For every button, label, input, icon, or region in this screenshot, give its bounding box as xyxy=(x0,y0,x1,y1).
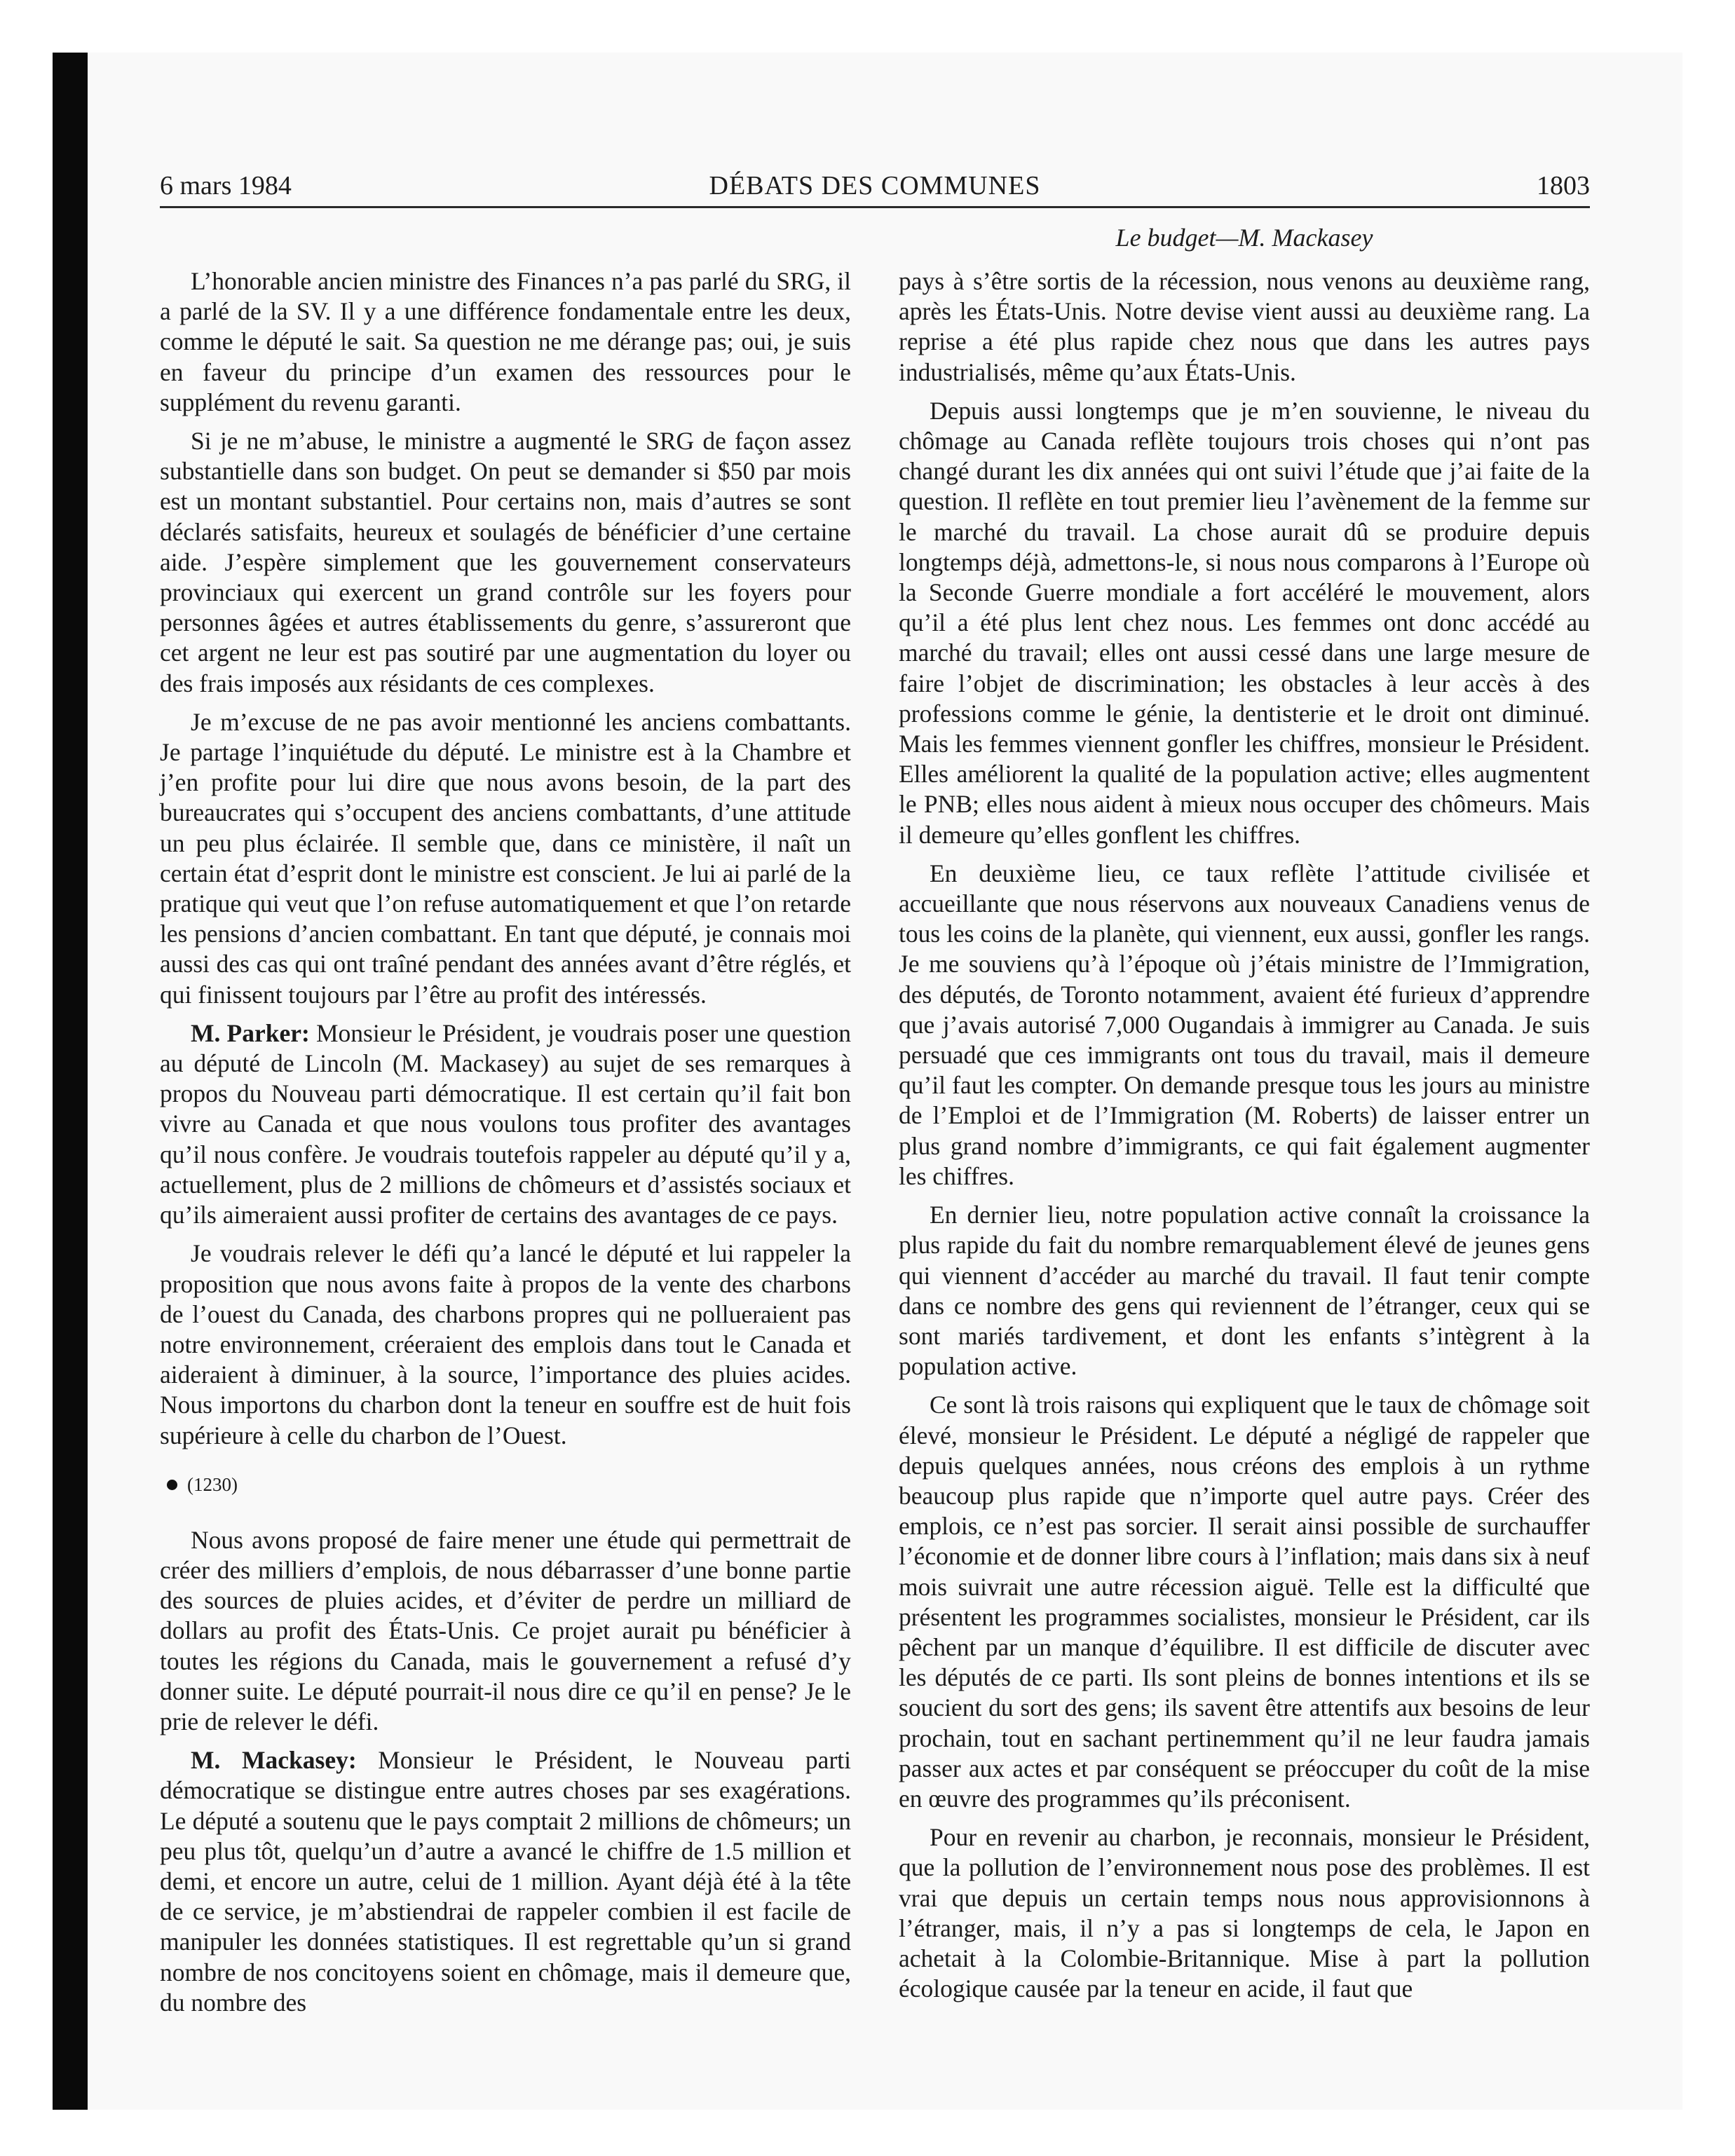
paragraph: En deuxième lieu, ce taux reflète l’attitude civilisée et accueillante que nous réservons aux nouveaux Canadiens venus de tous les coins de la planète, qui viennent, eux aussi, gonfler les rangs. Je me souviens qu’à l’époque où j’étais ministre de l’Immigration, des députés, de Toronto notamment, avaient été furieux d’apprendre que j’avais autorisé 7,000 Ougandais à immigrer au Canada. Je suis persuadé que ces immigrants ont tous du travail, mais il demeure qu’il faut les compter. On demande presque tous les jours au ministre de l’Emploi et de l’Immigration (M. Roberts) de laisser entrer un plus grand nombre d’immigrants, ce qui fait également augmenter les chiffres. xyxy=(899,859,1590,1190)
paragraph: Nous avons proposé de faire mener une étude qui permettrait de créer des milliers d’emplois, de nous débarrasser d’une bonne partie des sources de pluies acides, et d’éviter de perdre un milliard de dollars au profit des États-Unis. Ce projet aurait pu bénéficier à toutes les régions du Canada, mais le gouvernement a refusé d’y donner suite. Le député pourrait-il nous dire ce qu’il en pense? Je le prie de relever le défi. xyxy=(160,1525,851,1735)
speaker-name: M. Mackasey: xyxy=(191,1746,357,1775)
section-heading: Le budget—M. Mackasey xyxy=(1115,224,1373,252)
paragraph: pays à s’être sortis de la récession, nous venons au deuxième rang, après les États-Unis. Notre devise vient aussi au deuxième rang. La reprise a été plus rapide chez nous que dans les autres pays industrialisés, même qu’aux États-Unis. xyxy=(899,267,1590,386)
paragraph: L’honorable ancien ministre des Finances n’a pas parlé du SRG, il a parlé de la SV. Il y a une différence fondamentale entre les deux, comme le député le sait. Sa question ne me dérange pas; oui, je suis en faveur du principe d’un examen des ressources pour le supplément du revenu garanti. xyxy=(160,267,851,416)
paragraph: Pour en revenir au charbon, je reconnais, monsieur le Président, que la pollution de l’environnement nous pose des problèmes. Il est vrai que depuis un certain temps nous nous approvisionnons à l’étranger, mais, il n’y a pas si longtemps de cela, le Japon en achetait à la Colombie-Britannique. Mise à part la pollution écologique causée par la teneur en acide, il faut que xyxy=(899,1823,1590,2003)
paragraph: Je voudrais relever le défi qu’a lancé le député et lui rappeler la proposition que nous avons faite à propos de la vente des charbons de l’ouest du Canada, des charbons propres qui ne pollueraient pas notre environnement, créeraient des emplois dans tout le Canada et aideraient à diminuer, à la source, l’importance des pluies acides. Nous importons du charbon dont la teneur en souffre est de huit fois supérieure à celle du charbon de l’Ouest. xyxy=(160,1239,851,1449)
left-column xyxy=(160,266,851,2026)
bullet-icon xyxy=(167,1480,177,1490)
speech-paragraph xyxy=(160,1745,851,2018)
speech-text: Monsieur le Président, le Nouveau parti démocratique se distingue entre autres choses par ses exagérations. Le député a soutenu que le pays comptait 2 millions de chômeurs; un peu plus tôt, quelqu’un d’autre a avancé le chiffre de 1.5 million et demi, et encore un autre, celui de 1 million. Ayant déjà été à la tête de ce service, je m’abstiendrai de rappeler combien il est facile de manipuler les données statistiques. Il est regrettable qu’un si grand nombre de nos concitoyens soient en chômage, mais il demeure que, du nombre des xyxy=(160,1746,851,2017)
paragraph: Ce sont là trois raisons qui expliquent que le taux de chômage soit élevé, monsieur le Président. Le député a négligé de rappeler que depuis quelques années, nous créons des emplois à un rythme beaucoup plus rapide que n’importe quel autre pays. Créer des emplois, ce n’est pas sorcier. Il serait ainsi possible de surchauffer l’économie et de donner libre cours à l’inflation; mais dans six à neuf mois suivrait une autre récession aiguë. Telle est la difficulté que présentent les programmes socialistes, monsieur le Président, car ils pêchent par un manque d’équilibre. Il est difficile de discuter avec les députés de ce parti. Ils sont pleins de bonnes intentions et ils se soucient du sort des gens; ils savent être attentifs aux besoins de leur prochain, tout en sachant pertinemment qu’il ne leur faudra jamais passer aux actes et par conséquent se préoccuper du coût de la mise en œuvre des programmes qu’ils préconisent. xyxy=(899,1391,1590,1813)
speaker-name: M. Parker: xyxy=(191,1018,310,1047)
header-page-number: 1803 xyxy=(1537,171,1590,200)
paragraph: En dernier lieu, notre population active connaît la croissance la plus rapide du fait du nombre remarquablement élevé de jeunes gens qui viennent d’accéder au marché du travail. Il faut tenir compte dans ce nombre des gens qui reviennent de l’étranger, ceux qui se sont mariés tardivement, et dont les enfants s’intègrent à la population active. xyxy=(899,1201,1590,1381)
paragraph: Depuis aussi longtemps que je m’en souvienne, le niveau du chômage au Canada reflète toujours trois choses qui n’ont pas changé durant les dix années qui ont suivi l’étude que j’ai faite de la question. Il reflète en tout premier lieu l’avènement de la femme sur le marché du travail. La chose aurait dû se produire depuis longtemps déjà, admettons-le, si nous nous comparons à l’Europe où la Seconde Guerre mondiale a fort accéléré le mouvement, alors qu’il a été plus lent chez nous. Les femmes ont donc accédé au marché du travail; elles ont aussi cessé dans une large mesure de faire l’objet de discrimination; les obstacles à leur accès à des professions comme le génie, la dentisterie et le droit ont diminué. Mais les femmes viennent gonfler les chiffres, monsieur le Président. Elles améliorent la qualité de la population active; elles augmentent le PNB; elles nous aident à mieux nous occuper des chômeurs. Mais il demeure qu’elles gonflent les chiffres. xyxy=(899,396,1590,849)
paragraph: Je m’excuse de ne pas avoir mentionné les anciens combattants. Je partage l’inquiétude du député. Le ministre est à la Chambre et j’en profite pour lui dire que nous avons besoin, de la part des bureaucrates qui s’occupent des anciens combattants, d’une attitude un peu plus éclairée. Il semble que, dans ce ministère, il naît un certain état d’esprit dont le ministre est conscient. Je lui ai parlé de la pratique qui veut que l’on refuse automatiquement et que l’on retarde les pensions d’ancien combattant. En tant que député, je connais moi aussi des cas qui ont traîné pendant des années avant d’être réglés, et qui finissent toujours par l’être au profit des intéressés. xyxy=(160,707,851,1009)
header-date: 6 mars 1984 xyxy=(160,171,292,200)
speech-text: Monsieur le Président, je voudrais poser une question au député de Lincoln (M. Mackasey) au sujet de ses remarques à propos du Nouveau parti démocratique. Il est certain qu’il fait bon vivre au Canada et que nous voulons tous profiter des avantages qu’il nous confère. Je voudrais toutefois rappeler au député qu’il y a, actuellement, plus de 2 millions de chômeurs et d’assistés sociaux et qu’ils aimeraient aussi profiter de certains des avantages de ce pays. xyxy=(160,1018,852,1229)
time-marker xyxy=(160,1471,851,1499)
running-header xyxy=(160,165,1590,208)
header-journal-title: DÉBATS DES COMMUNES xyxy=(709,171,1041,200)
paragraph: Si je ne m’abuse, le ministre a augmenté le SRG de façon assez substantielle dans son budget. On peut se demander si $50 par mois est un montant substantiel. Pour certains non, mais d’autres se sont déclarés satisfaits, heureux et soulagés de bénéficier d’une certaine aide. J’espère simplement que les gouvernement conservateurs provinciaux qui exercent un grand contrôle sur les foyers pour personnes âgées et autres établissements du genre, s’assureront que cet argent ne leur est pas soutiré par une augmentation du loyer ou des frais imposés aux résidants de ces complexes. xyxy=(160,427,851,697)
scan-binding-edge xyxy=(53,53,88,2110)
speech-paragraph xyxy=(160,1018,851,1230)
right-column xyxy=(899,266,1590,2012)
time-marker-text: (1230) xyxy=(187,1473,238,1495)
